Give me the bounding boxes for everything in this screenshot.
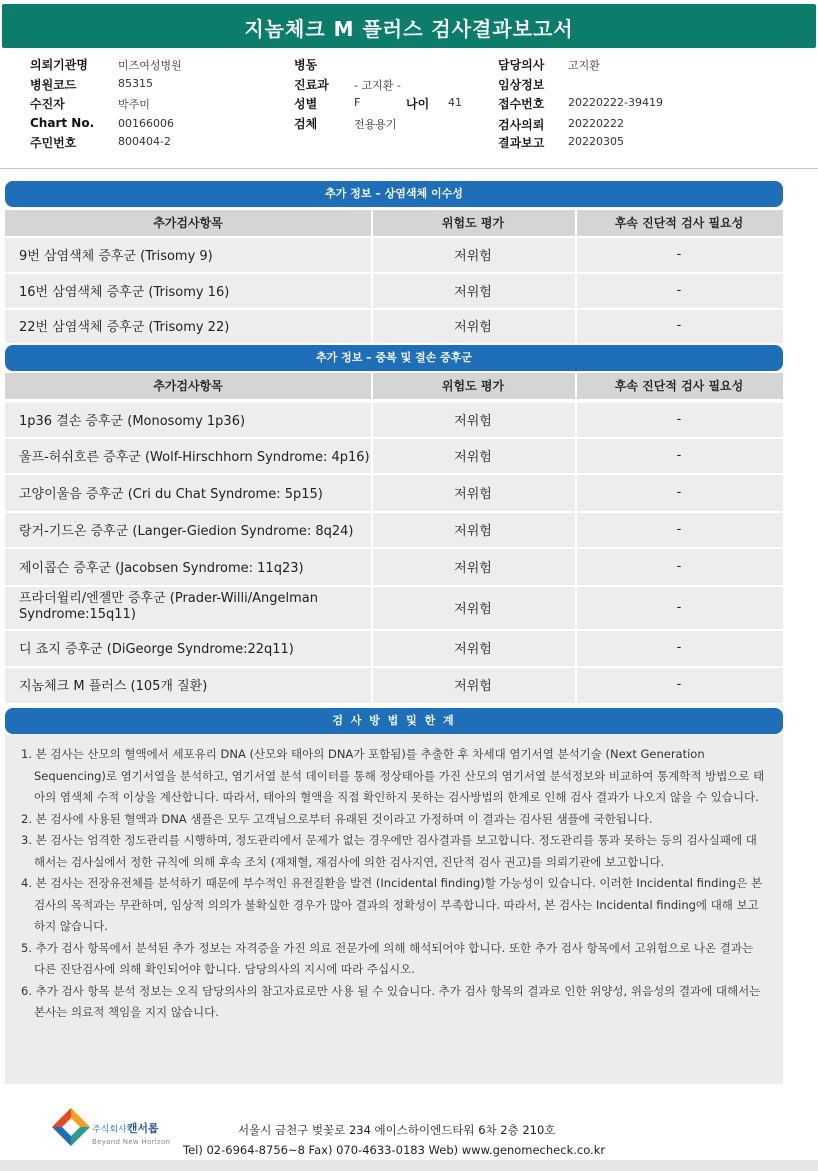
row-item: 울프-허쉬호른 증후군 (Wolf-Hirschhorn Syndrome: 4p16) — [19, 449, 370, 465]
header-followup: 후속 진단적 검사 필요성 — [614, 379, 744, 393]
row-risk: 저위험 — [454, 486, 492, 502]
request-date-label: 검사의뢰 — [498, 118, 545, 132]
company-tagline: Beyond New Horizon — [92, 1138, 171, 1146]
header-risk: 위험도 평가 — [441, 379, 505, 393]
ward-label: 병동 — [294, 58, 318, 72]
company-prefix: 주식회사 — [92, 1125, 127, 1135]
resident-no-value: 800404-2 — [118, 135, 171, 148]
clinical-info-label: 임상정보 — [498, 78, 545, 92]
note-item: 1. 본 검사는 산모의 혈액에서 세포유리 DNA (산모와 태아의 DNA가 포함됨)를 추출한 후 차세대 염기서열 분석기술 (Next Generation Sequencing)로 염기서열을 분석하고, 염기서열 분석 데이터를 통해 정상태아를 가진 산모의 염기서열 분석정보와 비교하여 통계학적 방법으로 태아의 염색체 수적 이상을 계산합니다. 따라서, 태아의 혈액을 직접 확인하지 못하는 검사방법의 한계로 인해 검사 결과가 나오지 않을 수 있습니다. — [21, 747, 765, 804]
column-divider — [575, 210, 577, 343]
report-title: 지놈체크 M 플러스 검사결과보고서 — [244, 17, 574, 41]
department-value: - 고지환 - — [354, 79, 401, 92]
report-date-label: 결과보고 — [498, 136, 545, 150]
row-divider — [5, 401, 783, 403]
table-row — [5, 666, 783, 703]
methods-notes — [5, 734, 783, 1084]
note-item: 3. 본 검사는 엄격한 정도관리를 시행하며, 정도관리에서 문제가 없는 경우에만 검사결과를 보고합니다. 정도관리를 통과 못하는 등의 검사실패에 대해서는 검사실에서 정한 규칙에 의해 후속 조치 (재채혈, 재검사에 의한 검사지연, 진단적 검사 권고)를 의뢰기관에 보고합니다. — [21, 833, 757, 869]
header-item: 추가검사항목 — [153, 379, 223, 393]
chart-no-label: Chart No. — [30, 116, 95, 130]
row-divider — [5, 473, 783, 475]
note-item: 4. 본 검사는 전장유전체를 분석하기 때문에 부수적인 유전질환을 발견 (Incidental finding)할 가능성이 있습니다. 이러한 Incidental finding은 본 검사의 목적과는 무관하며, 임상적 의의가 불확실한 경우가 많아 결과의 정확성이 부족합니다. 따라서, 본 검사는 Incidental finding에 대해 보고하지 않습니다. — [21, 876, 763, 933]
chart-no-value: 00166006 — [118, 117, 174, 130]
row-risk: 저위험 — [454, 601, 492, 617]
header-item: 추가검사항목 — [153, 216, 223, 230]
row-item: 지놈체크 M 플러스 (105개 질환) — [19, 679, 208, 694]
row-item: 1p36 결손 증후군 (Monosomy 1p36) — [19, 413, 246, 429]
row-item: 9번 삼염색체 증후군 (Trisomy 9) — [19, 248, 213, 264]
row-risk: 저위험 — [454, 320, 492, 335]
doctor-label: 담당의사 — [498, 58, 545, 72]
hospital-label: 의뢰기관명 — [30, 58, 88, 72]
row-divider — [5, 629, 783, 631]
resident-no-label: 주민번호 — [30, 136, 77, 150]
row-followup: - — [676, 521, 682, 537]
specimen-label: 검체 — [294, 117, 318, 131]
header-followup: 후속 진단적 검사 필요성 — [614, 216, 744, 230]
doctor-value: 고지환 — [568, 59, 600, 72]
row-risk: 저위험 — [454, 449, 492, 465]
row-item: 디 죠지 증후군 (DiGeorge Syndrome:22q11) — [19, 642, 294, 657]
row-item: 22번 삼염색체 증후군 (Trisomy 22) — [19, 320, 230, 335]
column-divider — [371, 210, 373, 343]
row-risk: 저위험 — [454, 560, 492, 576]
autosomal-table — [5, 210, 783, 343]
note-item: 6. 추가 검사 항목 분석 정보는 오직 담당의사의 참고자료로만 사용 될 수 있습니다. 추가 검사 항목의 결과로 인한 위양성, 위음성의 결과에 대해서는 본사는 의료적 책임을 지지 않습니다. — [21, 983, 761, 1019]
sex-value: F — [354, 96, 361, 109]
hospital-code-value: 85315 — [118, 77, 153, 90]
row-divider — [5, 308, 783, 310]
row-followup: - — [676, 599, 682, 615]
table-row — [5, 511, 783, 547]
row-divider — [5, 236, 783, 238]
column-divider — [371, 373, 373, 703]
table-row — [5, 272, 783, 308]
header-risk: 위험도 평가 — [441, 216, 505, 230]
sex-label: 성별 — [294, 97, 318, 111]
row-divider — [5, 511, 783, 513]
table-row — [5, 473, 783, 511]
row-followup: - — [676, 558, 682, 574]
row-followup: - — [676, 447, 682, 463]
patient-info — [0, 56, 818, 160]
methods-title: 검 사 방 법 및 한 계 — [332, 714, 456, 727]
header-divider — [0, 168, 818, 169]
receipt-no-label: 접수번호 — [498, 97, 545, 111]
note-item: 2. 본 검사에 사용된 혈액과 DNA 샘플은 모두 고객님으로부터 유래된 것이라고 가정하며 이 결과는 검사된 샘플에 국한됩니다. — [21, 811, 653, 826]
request-date-value: 20220222 — [568, 117, 624, 130]
table-row — [5, 629, 783, 666]
row-divider — [5, 437, 783, 439]
bottom-strip — [0, 1160, 818, 1171]
row-followup: - — [676, 677, 682, 692]
row-item: 제이콥슨 증후군 (Jacobsen Syndrome: 11q23) — [19, 560, 304, 576]
row-item: 프라더윌리/엔젤만 증후군 (Prader-Willi/Angelman Syndrome:15q11) — [19, 591, 318, 622]
company-address: 서울시 금천구 벚꽃로 234 에이스하이엔드타워 6차 2층 210호 — [238, 1123, 556, 1137]
row-followup: - — [676, 246, 682, 262]
table-row — [5, 437, 783, 473]
report-date-value: 20220305 — [568, 135, 624, 148]
table-row — [5, 585, 783, 629]
age-value: 41 — [448, 96, 462, 109]
section1-title-bar — [5, 181, 783, 207]
duplication-deletion-table — [5, 373, 783, 703]
age-label: 나이 — [406, 97, 430, 111]
section1-title: 추가 정보 – 상염색체 이수성 — [325, 187, 463, 200]
table-row — [5, 308, 783, 343]
company-name — [92, 1120, 159, 1136]
row-divider — [5, 272, 783, 274]
section2-title: 추가 정보 – 중복 및 결손 증후군 — [316, 351, 472, 364]
row-followup: - — [676, 484, 682, 500]
company-logo-icon — [50, 1106, 92, 1148]
row-risk: 저위험 — [454, 642, 492, 657]
row-followup: - — [676, 411, 682, 427]
company-brand: 캔서롭 — [126, 1122, 159, 1135]
column-divider — [575, 373, 577, 703]
row-item: 고양이울음 증후군 (Cri du Chat Syndrome: 5p15) — [19, 486, 323, 502]
row-followup: - — [676, 318, 682, 333]
hospital-value: 미즈여성병원 — [118, 59, 182, 72]
table-row — [5, 236, 783, 272]
row-item: 16번 삼염색체 증후군 (Trisomy 16) — [19, 284, 230, 300]
row-risk: 저위험 — [454, 523, 492, 539]
table-row — [5, 547, 783, 585]
table-header — [5, 373, 783, 399]
hospital-code-label: 병원코드 — [30, 78, 77, 92]
receipt-no-value: 20220222-39419 — [568, 96, 663, 109]
report-title-bar — [2, 4, 816, 48]
row-followup: - — [676, 282, 682, 298]
row-divider — [5, 547, 783, 549]
department-label: 진료과 — [294, 78, 329, 92]
table-row — [5, 401, 783, 437]
table-header — [5, 210, 783, 236]
row-divider — [5, 666, 783, 668]
methods-title-bar — [5, 708, 783, 734]
note-item: 5. 추가 검사 항목에서 분석된 추가 정보는 자격증을 가진 의료 전문가에 의해 해석되어야 합니다. 또한 추가 검사 항목에서 고위험으로 나온 결과는 다른 진단검사에 의해 확인되어야 합니다. 담당의사의 지시에 따라 주십시오. — [21, 940, 754, 976]
row-risk: 저위험 — [454, 248, 492, 264]
row-risk: 저위험 — [454, 413, 492, 429]
row-risk: 저위험 — [454, 679, 492, 694]
recipient-label: 수진자 — [30, 97, 65, 111]
specimen-value: 전용용기 — [354, 118, 397, 131]
company-contact: Tel) 02-6964-8756~8 Fax) 070-4633-0183 Web) www.genomecheck.co.kr — [183, 1143, 606, 1157]
row-risk: 저위험 — [454, 284, 492, 300]
row-followup: - — [676, 640, 682, 655]
row-divider — [5, 585, 783, 587]
recipient-value: 박주미 — [118, 98, 150, 111]
row-item: 랑거-기드온 증후군 (Langer-Giedion Syndrome: 8q24) — [19, 523, 354, 539]
section2-title-bar — [5, 345, 783, 371]
